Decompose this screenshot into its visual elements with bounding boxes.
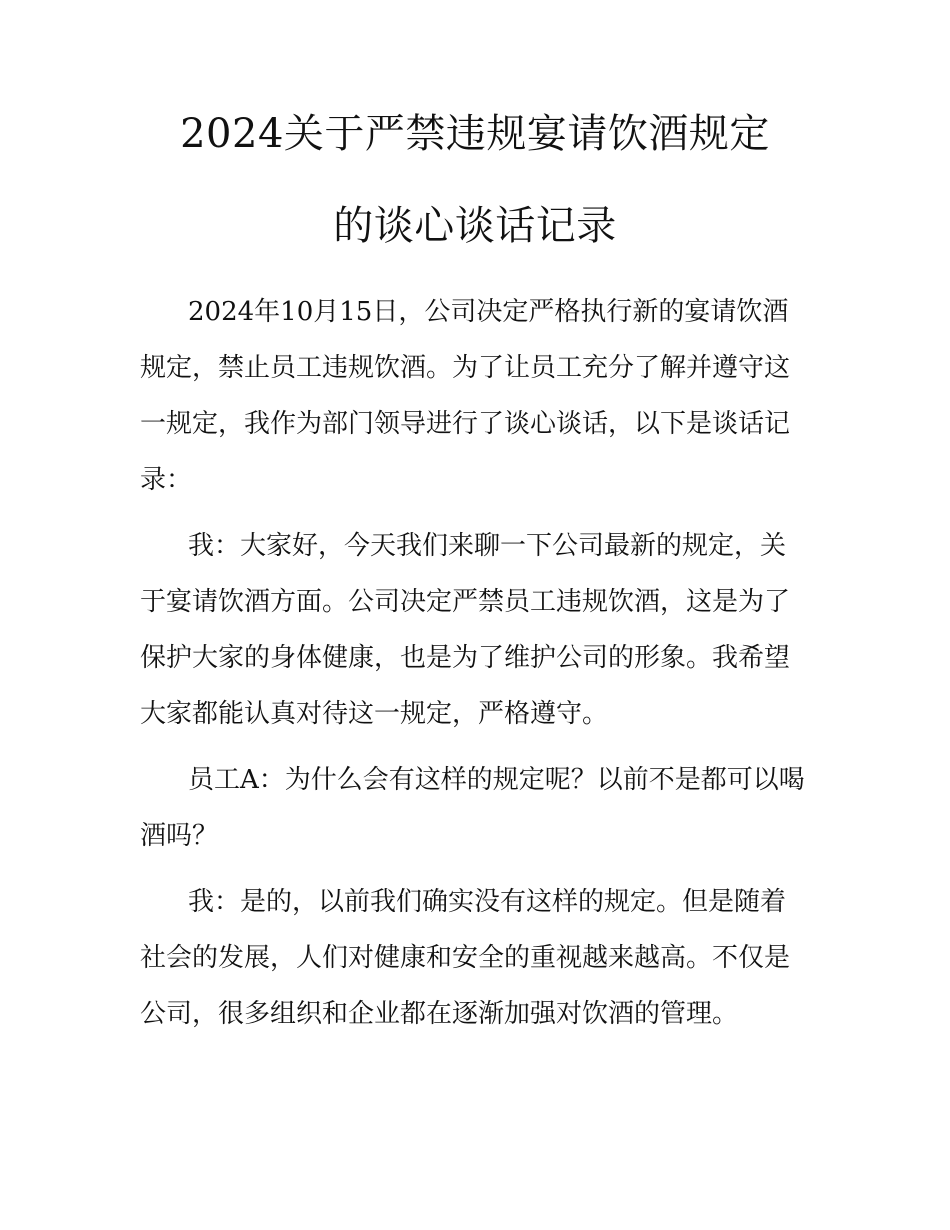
document-title	[140, 88, 810, 272]
paragraph-intro: 2024年10月15日，公司决定严格执行新的宴请饮酒规定，禁止员工违规饮酒。为了让员工充分了解并遵守这一规定，我作为部门领导进行了谈心谈话，以下是谈话记录：	[140, 297, 791, 495]
paragraph-leader-answer: 我：是的，以前我们确实没有这样的规定。但是随着社会的发展，人们对健康和安全的重视越来越高。不仅是公司，很多组织和企业都在逐渐加强对饮酒的管理。	[140, 887, 791, 1029]
paragraph-leader-speech: 我：大家好，今天我们来聊一下公司最新的规定，关于宴请饮酒方面。公司决定严禁员工违规饮酒，这是为了保护大家的身体健康，也是为了维护公司的形象。我希望大家都能认真对待这一规定，严格遵守。	[140, 531, 791, 729]
paragraph-employee-a-question: 员工A：为什么会有这样的规定呢？以前不是都可以喝酒吗？	[140, 765, 805, 851]
title-line-1: 2024关于严禁违规宴请饮酒规定	[180, 111, 770, 157]
document-body	[140, 284, 810, 1052]
title-line-2: 的谈心谈话记录	[333, 203, 617, 249]
